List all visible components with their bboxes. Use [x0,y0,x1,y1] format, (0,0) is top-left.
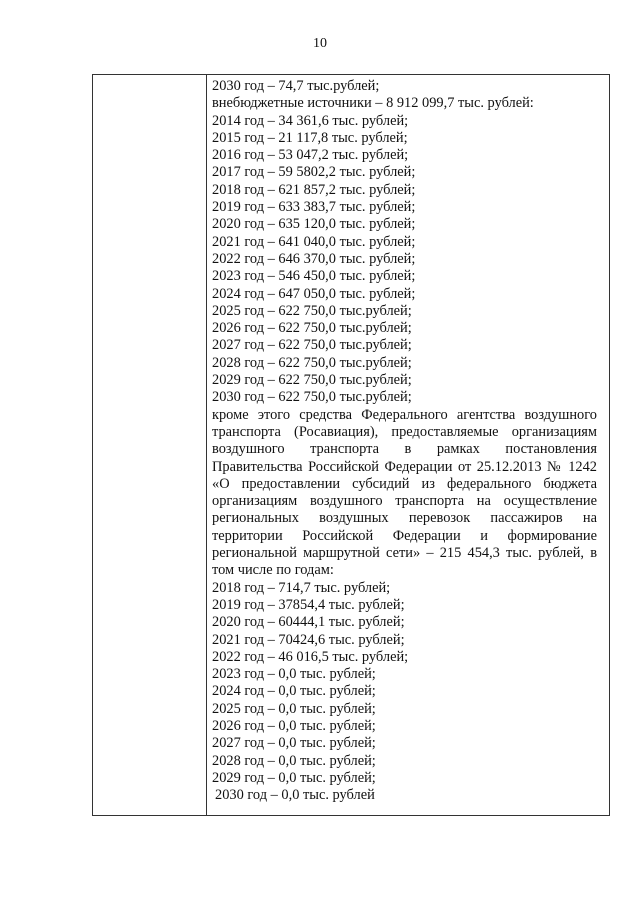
funding-line: 2016 год – 53 047,2 тыс. рублей; [212,147,409,164]
funding-line: 2029 год – 622 750,0 тыс.рублей; [212,372,412,389]
funding-line: 2021 год – 641 040,0 тыс. рублей; [212,233,416,250]
funding-line: 2028 год – 0,0 тыс. рублей; [212,752,376,769]
funding-line: 2017 год – 59 5802,2 тыс. рублей; [212,164,416,181]
funding-line: 2018 год – 621 857,2 тыс. рублей; [212,181,416,198]
funding-line: 2022 год – 46 016,5 тыс. рублей; [212,648,409,665]
funding-line: 2026 год – 0,0 тыс. рублей; [212,717,376,734]
funding-line: 2024 год – 0,0 тыс. рублей; [212,683,376,700]
funding-lines-top [212,78,597,407]
rosaviatsiya-paragraph: кроме этого средства Федерального агентства воздушного транспорта (Росавиация), предоставляемые организациям воздушного транспорта в рамках постановления Правительства Российской Федерации от 25.12.2013 № 1242 «О предоставлении субсидий из федерального бюджета организациям воздушного транспорта на осуществление региональных воздушных перевозок пассажиров на территории Российской Федерации и формирование региональной маршрутной сети» – 215 454,3 тыс. рублей, в том числе по годам: [212,406,597,579]
funding-line: 2015 год – 21 117,8 тыс. рублей; [212,129,408,146]
funding-line: 2014 год – 34 361,6 тыс. рублей; [212,112,409,129]
funding-line: 2030 год – 0,0 тыс. рублей [215,787,375,804]
funding-line: 2030 год – 74,7 тыс.рублей; [212,78,380,94]
funding-line: 2030 год – 622 750,0 тыс.рублей; [212,389,412,406]
page-number: 10 [313,36,327,51]
funding-line: 2025 год – 622 750,0 тыс.рублей; [212,302,412,319]
funding-line: 2022 год – 646 370,0 тыс. рублей; [212,250,416,267]
funding-line: 2027 год – 0,0 тыс. рублей; [212,735,376,752]
funding-line: 2028 год – 622 750,0 тыс.рублей; [212,354,412,371]
funding-line: 2020 год – 635 120,0 тыс. рублей; [212,216,416,233]
funding-line: внебюджетные источники – 8 912 099,7 тыс. рублей: [212,95,534,112]
funding-line: 2019 год – 633 383,7 тыс. рублей; [212,199,416,216]
funding-line: 2023 год – 546 450,0 тыс. рублей; [212,268,416,285]
funding-line: 2021 год – 70424,6 тыс. рублей; [212,631,405,648]
funding-line: 2023 год – 0,0 тыс. рублей; [212,666,376,683]
funding-line: 2026 год – 622 750,0 тыс.рублей; [212,320,412,337]
funding-lines-bottom [212,580,597,805]
table-cell-content [212,78,597,804]
funding-line: 2029 год – 0,0 тыс. рублей; [212,769,376,786]
funding-line: 2020 год – 60444,1 тыс. рублей; [212,614,405,631]
funding-line: 2024 год – 647 050,0 тыс. рублей; [212,285,416,302]
column-divider [206,75,207,815]
funding-line: 2019 год – 37854,4 тыс. рублей; [212,596,405,613]
funding-line: 2018 год – 714,7 тыс. рублей; [212,579,391,596]
funding-line: 2025 год – 0,0 тыс. рублей; [212,700,376,717]
document-table [92,74,610,816]
funding-line: 2027 год – 622 750,0 тыс.рублей; [212,337,412,354]
